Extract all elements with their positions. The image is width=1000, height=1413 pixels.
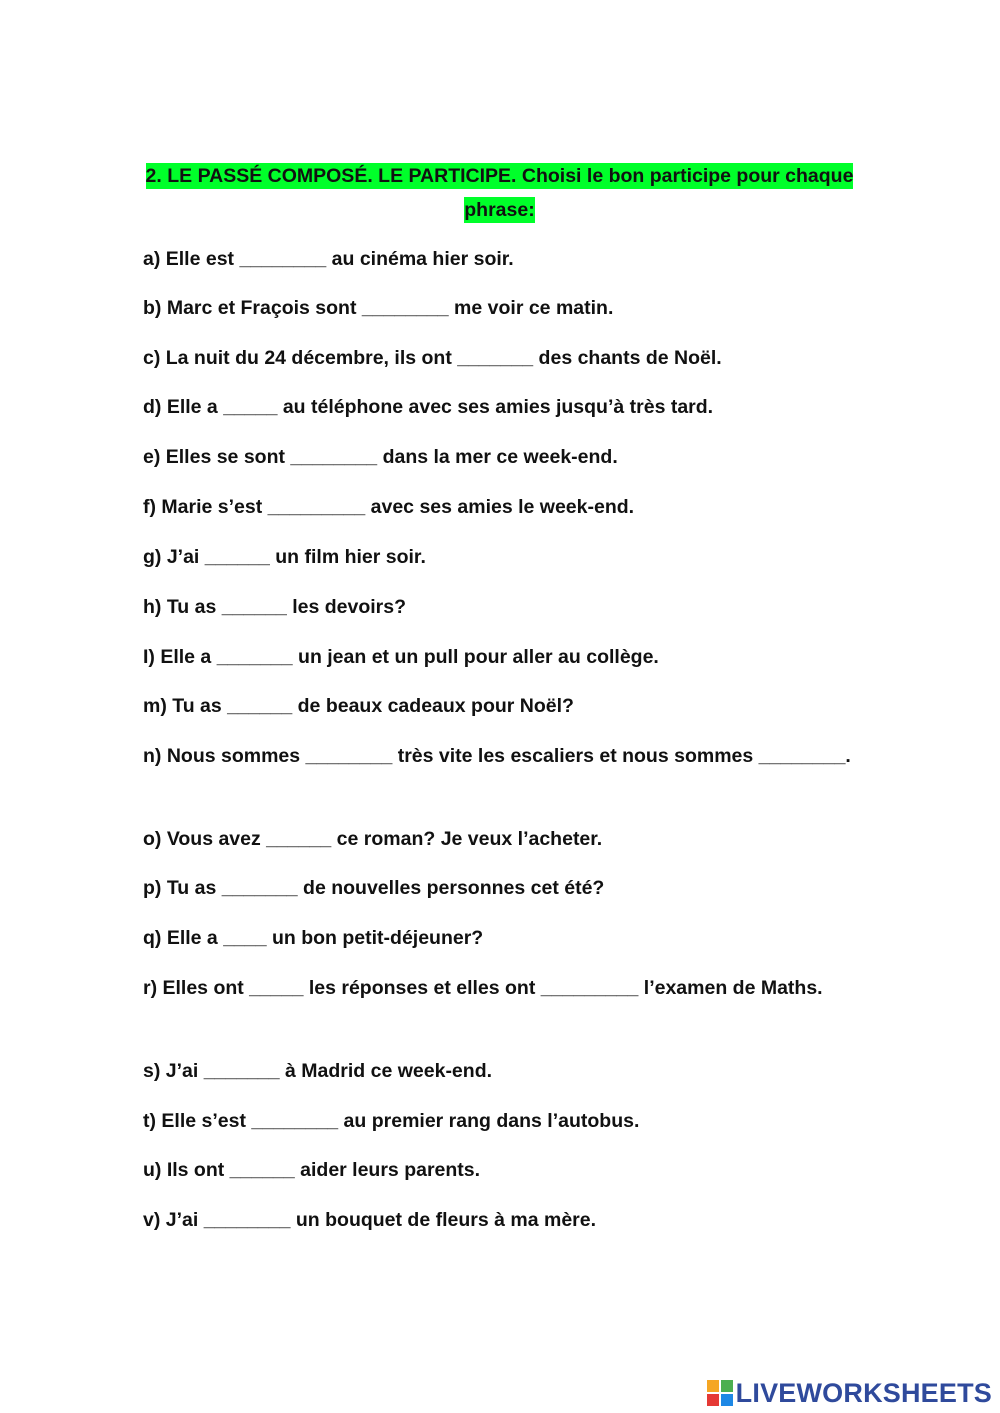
- logo-text: LIVEWORKSHEETS: [735, 1377, 992, 1408]
- sentence-p: p) Tu as _______ de nouvelles personnes cet été?: [143, 877, 605, 899]
- sentence-h: h) Tu as ______ les devoirs?: [143, 596, 407, 618]
- sentence-t: t) Elle s’est ________ au premier rang dans l’autobus.: [143, 1110, 640, 1132]
- sentence-s: s) J’ai _______ à Madrid ce week-end.: [143, 1060, 493, 1082]
- logo-mark-icon: [707, 1380, 733, 1406]
- sentence-e: e) Elles se sont ________ dans la mer ce week-end.: [143, 446, 618, 468]
- sentence-i: I) Elle a _______ un jean et un pull pour aller au collège.: [143, 646, 659, 668]
- sentence-v: v) J’ai ________ un bouquet de fleurs à ma mère.: [143, 1209, 597, 1231]
- liveworksheets-logo: [707, 1376, 992, 1410]
- sentence-a: a) Elle est ________ au cinéma hier soir.: [143, 248, 514, 270]
- sentence-m: m) Tu as ______ de beaux cadeaux pour Noël?: [143, 695, 574, 717]
- sentence-n: n) Nous sommes ________ très vite les escaliers et nous sommes ________.: [143, 745, 851, 767]
- sentence-b: b) Marc et Fraçois sont ________ me voir ce matin.: [143, 297, 614, 319]
- title-highlight: 2. LE PASSÉ COMPOSÉ. LE PARTICIPE. Choisi le bon participe pour chaque phrase:: [145, 165, 854, 221]
- sentence-f: f) Marie s’est _________ avec ses amies le week-end.: [143, 496, 635, 518]
- sentence-o: o) Vous avez ______ ce roman? Je veux l’acheter.: [143, 828, 603, 850]
- sentence-g: g) J’ai ______ un film hier soir.: [143, 546, 426, 568]
- exercise-title: [143, 159, 856, 227]
- sentence-r: r) Elles ont _____ les réponses et elles ont _________ l’examen de Maths.: [143, 977, 823, 999]
- sentence-c: c) La nuit du 24 décembre, ils ont _______ des chants de Noël.: [143, 347, 722, 369]
- sentence-u: u) Ils ont ______ aider leurs parents.: [143, 1159, 481, 1181]
- sentence-q: q) Elle a ____ un bon petit-déjeuner?: [143, 927, 484, 949]
- sentence-d: d) Elle a _____ au téléphone avec ses amies jusqu’à très tard.: [143, 396, 714, 418]
